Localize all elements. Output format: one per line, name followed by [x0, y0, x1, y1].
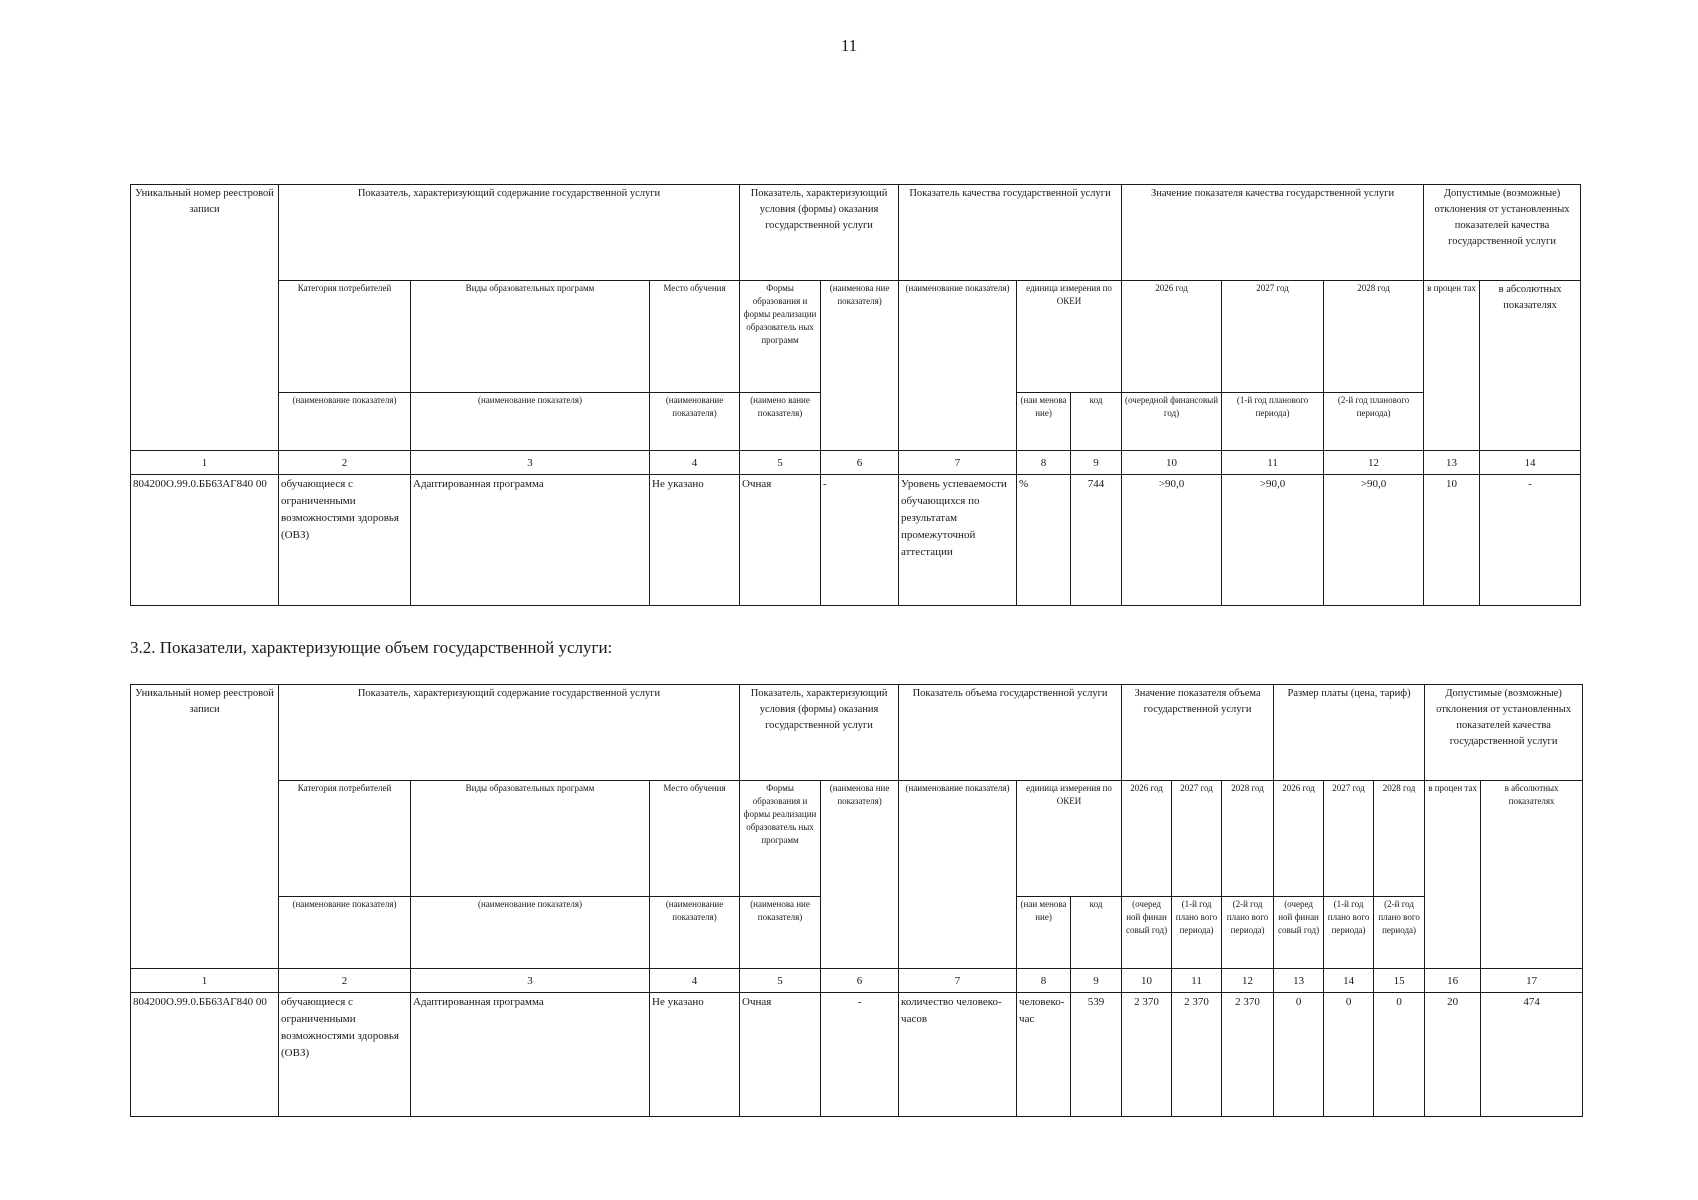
- cell-fee-2027: 0: [1324, 993, 1374, 1117]
- subheader-indicator-name-4: (наименование показателя): [650, 393, 740, 451]
- subheader-indicator-name-5: (наименова ние показателя): [740, 897, 821, 969]
- header-consumer-category: Категория потребителей: [279, 781, 411, 897]
- header-volume-value: Значение показателя объема государственной услуги: [1122, 685, 1274, 781]
- table-row: [131, 475, 1581, 606]
- cell-place-of-study: Не указано: [650, 993, 740, 1117]
- column-number: 4: [650, 969, 740, 993]
- header-place-of-study: Место обучения: [650, 281, 740, 393]
- subheader-indicator-name-3: (наименование показателя): [411, 393, 650, 451]
- cell-fee-2028: 0: [1374, 993, 1425, 1117]
- column-number: 5: [740, 451, 821, 475]
- header-in-percent: в процен тах: [1424, 281, 1480, 451]
- column-number: 5: [740, 969, 821, 993]
- header-year-2028: 2028 год: [1324, 281, 1424, 393]
- column-number: 3: [411, 451, 650, 475]
- column-number: 10: [1122, 451, 1222, 475]
- column-number: 1: [131, 969, 279, 993]
- header-education-forms: Формы образования и формы реализации образователь ных программ: [740, 781, 821, 897]
- header-consumer-category: Категория потребителей: [279, 281, 411, 393]
- header-program-types: Виды образовательных программ: [411, 281, 650, 393]
- cell-value-2028: >90,0: [1324, 475, 1424, 606]
- subheader-volume-plan-year-1: (1-й год плано вого периода): [1172, 897, 1222, 969]
- header-volume-2026: 2026 год: [1122, 781, 1172, 897]
- header-place-of-study: Место обучения: [650, 781, 740, 897]
- cell-deviation-absolute: -: [1480, 475, 1581, 606]
- column-number: 13: [1274, 969, 1324, 993]
- cell-consumer-category: обучающиеся с ограниченными возможностями здоровья (ОВЗ): [279, 993, 411, 1117]
- header-indicator-name-6: (наименова ние показателя): [821, 281, 899, 451]
- header-fee-2028: 2028 год: [1374, 781, 1425, 897]
- subheader-next-fin-year: (очередной финансовый год): [1122, 393, 1222, 451]
- cell-fee-2026: 0: [1274, 993, 1324, 1117]
- header-allowed-deviation: Допустимые (возможные) отклонения от установленных показателей качества государственной услуги: [1424, 185, 1581, 281]
- column-number: 12: [1324, 451, 1424, 475]
- cell-consumer-category: обучающиеся с ограниченными возможностями здоровья (ОВЗ): [279, 475, 411, 606]
- header-allowed-deviation: Допустимые (возможные) отклонения от установленных показателей качества государственной услуги: [1425, 685, 1583, 781]
- subheader-plan-year-1: (1-й год планового периода): [1222, 393, 1324, 451]
- cell-volume-indicator-name: количество человеко-часов: [899, 993, 1017, 1117]
- column-number: 11: [1172, 969, 1222, 993]
- cell-education-form: Очная: [740, 993, 821, 1117]
- header-fee-2027: 2027 год: [1324, 781, 1374, 897]
- cell-unit-name: человеко-час: [1017, 993, 1071, 1117]
- column-number: 12: [1222, 969, 1274, 993]
- subheader-volume-next-year: (очеред ной финан совый год): [1122, 897, 1172, 969]
- subheader-indicator-name-3: (наименование показателя): [411, 897, 650, 969]
- header-unique-number: Уникальный номер реестровой записи: [131, 185, 279, 451]
- header-in-absolute: в абсолютных показателях: [1481, 781, 1583, 969]
- column-number: 4: [650, 451, 740, 475]
- header-year-2027: 2027 год: [1222, 281, 1324, 393]
- subheader-fee-next-year: (очеред ной финан совый год): [1274, 897, 1324, 969]
- subheader-fee-plan-year-1: (1-й год плано вого периода): [1324, 897, 1374, 969]
- cell-deviation-percent: 20: [1425, 993, 1481, 1117]
- page-number: 11: [840, 36, 858, 55]
- header-indicator-name-7: (наименование показателя): [899, 781, 1017, 969]
- header-quality-indicator: Показатель качества государственной услуги: [899, 185, 1122, 281]
- column-number: 16: [1425, 969, 1481, 993]
- column-number: 2: [279, 969, 411, 993]
- cell-value-2026: >90,0: [1122, 475, 1222, 606]
- header-quality-value: Значение показателя качества государственной услуги: [1122, 185, 1424, 281]
- column-number: 2: [279, 451, 411, 475]
- header-unique-number: Уникальный номер реестровой записи: [131, 685, 279, 969]
- subheader-indicator-name-2: (наименование показателя): [279, 393, 411, 451]
- header-fee-2026: 2026 год: [1274, 781, 1324, 897]
- column-number: 14: [1324, 969, 1374, 993]
- header-conditions-indicator: Показатель, характеризующий условия (формы) оказания государственной услуги: [740, 685, 899, 781]
- cell-education-form: Очная: [740, 475, 821, 606]
- header-conditions-indicator: Показатель, характеризующий условия (формы) оказания государственной услуги: [740, 185, 899, 281]
- cell-volume-2028: 2 370: [1222, 993, 1274, 1117]
- column-number: 17: [1481, 969, 1583, 993]
- column-number: 6: [821, 969, 899, 993]
- cell-program-type: Адаптированная программа: [411, 993, 650, 1117]
- subheader-volume-plan-year-2: (2-й год плано вого периода): [1222, 897, 1274, 969]
- column-number: 14: [1480, 451, 1581, 475]
- header-indicator-name-7: (наименование показателя): [899, 281, 1017, 451]
- subheader-unit-name: (наи менова ние): [1017, 393, 1071, 451]
- header-unit-okei: единица измерения по ОКЕИ: [1017, 281, 1122, 393]
- subheader-unit-code: код: [1071, 393, 1122, 451]
- cell-registry-number: 804200О.99.0.ББ63АГ840 00: [131, 993, 279, 1117]
- volume-indicators-table: [130, 684, 1583, 1117]
- header-indicator-name-6: (наименова ние показателя): [821, 781, 899, 969]
- cell-unit-name: %: [1017, 475, 1071, 606]
- header-year-2026: 2026 год: [1122, 281, 1222, 393]
- cell-value-2027: >90,0: [1222, 475, 1324, 606]
- quality-indicators-table: [130, 184, 1581, 606]
- table-row: [131, 993, 1583, 1117]
- header-in-absolute: в абсолютных показателях: [1480, 281, 1581, 451]
- subheader-unit-name: (наи менова ние): [1017, 897, 1071, 969]
- header-content-indicator: Показатель, характеризующий содержание государственной услуги: [279, 185, 740, 281]
- header-unit-okei: единица измерения по ОКЕИ: [1017, 781, 1122, 897]
- column-number: 7: [899, 451, 1017, 475]
- subheader-indicator-name-4: (наименование показателя): [650, 897, 740, 969]
- subheader-indicator-name-2: (наименование показателя): [279, 897, 411, 969]
- column-number: 11: [1222, 451, 1324, 475]
- cell-indicator-6: -: [821, 993, 899, 1117]
- header-in-percent: в процен тах: [1425, 781, 1481, 969]
- header-content-indicator: Показатель, характеризующий содержание государственной услуги: [279, 685, 740, 781]
- header-education-forms: Формы образования и формы реализации образователь ных программ: [740, 281, 821, 393]
- column-number: 8: [1017, 969, 1071, 993]
- cell-indicator-6: -: [821, 475, 899, 606]
- cell-program-type: Адаптированная программа: [411, 475, 650, 606]
- header-program-types: Виды образовательных программ: [411, 781, 650, 897]
- section-heading: 3.2. Показатели, характеризующие объем государственной услуги:: [130, 638, 613, 657]
- subheader-plan-year-2: (2-й год планового периода): [1324, 393, 1424, 451]
- cell-unit-code: 744: [1071, 475, 1122, 606]
- subheader-unit-code: код: [1071, 897, 1122, 969]
- header-volume-2027: 2027 год: [1172, 781, 1222, 897]
- column-number: 1: [131, 451, 279, 475]
- column-number: 10: [1122, 969, 1172, 993]
- cell-quality-indicator-name: Уровень успеваемости обучающихся по результатам промежуточной аттестации: [899, 475, 1017, 606]
- cell-unit-code: 539: [1071, 993, 1122, 1117]
- header-volume-2028: 2028 год: [1222, 781, 1274, 897]
- column-number: 6: [821, 451, 899, 475]
- cell-deviation-absolute: 474: [1481, 993, 1583, 1117]
- subheader-fee-plan-year-2: (2-й год плано вого периода): [1374, 897, 1425, 969]
- subheader-indicator-name-5: (наимено вание показателя): [740, 393, 821, 451]
- column-number: 13: [1424, 451, 1480, 475]
- cell-volume-2027: 2 370: [1172, 993, 1222, 1117]
- column-number: 3: [411, 969, 650, 993]
- column-number: 8: [1017, 451, 1071, 475]
- header-fee-size: Размер платы (цена, тариф): [1274, 685, 1425, 781]
- column-number: 9: [1071, 969, 1122, 993]
- header-volume-indicator: Показатель объема государственной услуги: [899, 685, 1122, 781]
- column-number: 9: [1071, 451, 1122, 475]
- column-number: 15: [1374, 969, 1425, 993]
- cell-volume-2026: 2 370: [1122, 993, 1172, 1117]
- cell-deviation-percent: 10: [1424, 475, 1480, 606]
- column-number: 7: [899, 969, 1017, 993]
- cell-registry-number: 804200О.99.0.ББ63АГ840 00: [131, 475, 279, 606]
- cell-place-of-study: Не указано: [650, 475, 740, 606]
